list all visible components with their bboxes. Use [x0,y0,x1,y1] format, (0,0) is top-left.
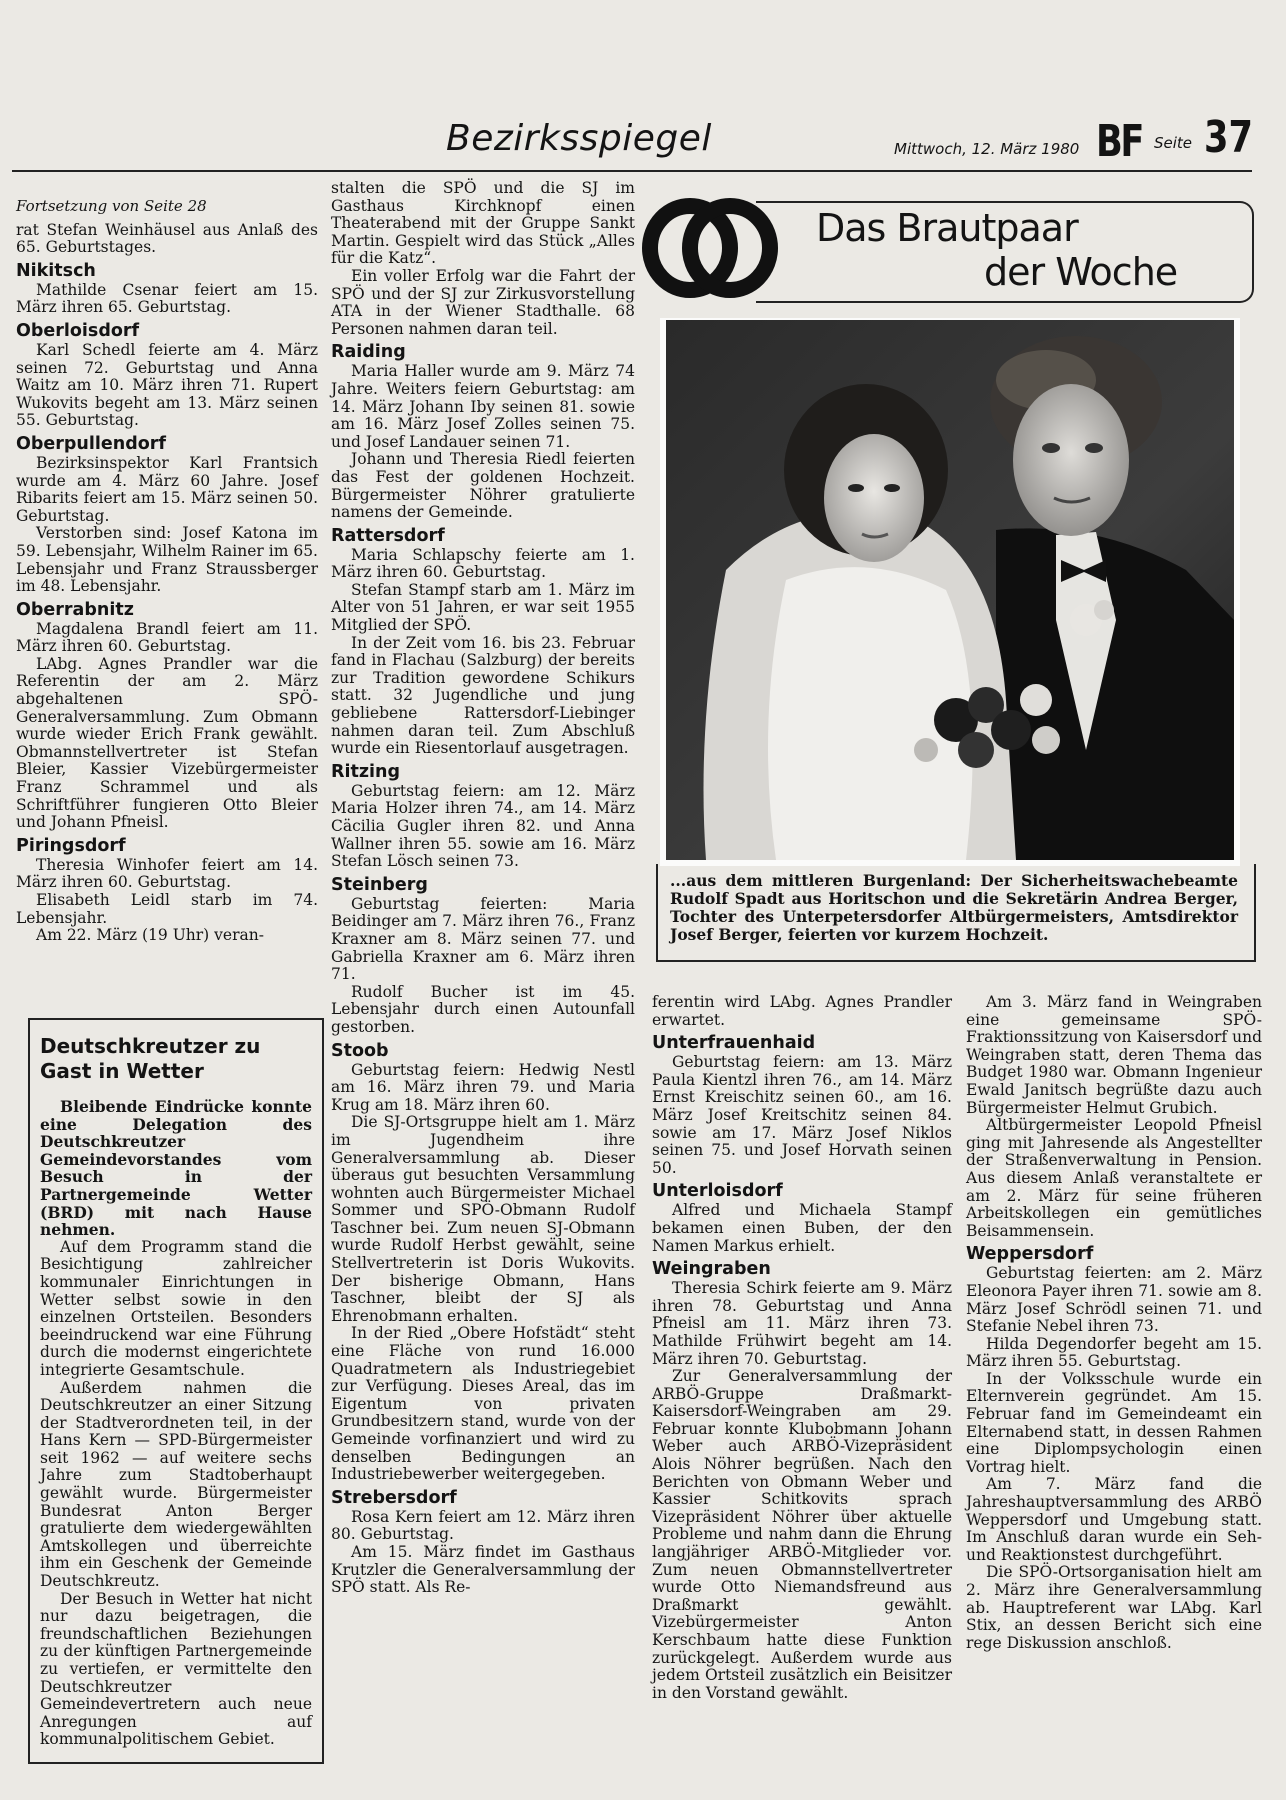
paragraph: Johann und Theresia Riedl feierten das Fest der goldenen Hochzeit. Bürgermeister Nöhrer gratulierte namens der Gemeinde. [331,450,635,522]
paragraph: In der Ried „Obere Hofstädt“ steht eine Fläche von rund 16.000 Quadratmetern als Industriegebiet zur Verfügung. Dieses Areal, das im Eigentum von privaten Grundbesitzern stand, wurde von der Gemeinde vorfinanziert und wird zu denselben Bedingungen an Industriebewerber weitergegeben. [331,1324,635,1484]
paragraph: Altbürgermeister Leopold Pfneisl ging mit Jahresende als Angestellter der Straßenverwaltung in Pension. Aus diesem Anlaß veranstaltete er am 2. März für seine früheren Arbeitskollegen ein gemütliches Beisammensein. [966,1116,1262,1240]
feature-title-line1: Das Brautpaar [816,206,1078,250]
paragraph: Rudolf Bucher ist im 45. Lebensjahr durch einen Autounfall gestorben. [331,982,635,1036]
column-a [16,198,318,945]
paragraph: Rosa Kern feiert am 12. März ihren 80. Geburtstag. [331,1507,635,1544]
header-rule [12,170,1252,172]
section-title: Bezirksspiegel [446,118,712,159]
paragraph: Alfred und Michaela Stampf bekamen einen Buben, der den Namen Markus erhielt. [652,1201,952,1255]
box-lead: Bleibende Eindrücke konnte eine Delegation des Deutschkreutzer Gemeindevorstandes vom Besuch in der Partnergemeinde Wetter (BRD) mit nach Hause nehmen. [40,1097,312,1240]
wedding-couple-photo [666,320,1234,860]
page-number: 37 [1204,112,1253,163]
paragraph: Geburtstag feiern: Hedwig Nestl am 16. März ihren 79. und Maria Krug am 18. März ihren 60. [331,1060,635,1114]
paragraph: Geburtstag feiern: am 13. März Paula Kientzl ihren 76., am 14. März Ernst Kreischitz seinen 60., am 16. März Josef Kreitschitz seinen 84. sowie am 17. März Josef Niklos seinen 75. und Josef Horvath seinen 50. [652,1053,952,1177]
paragraph: Magdalena Brandl feiert am 11. März ihren 60. Geburtstag. [16,619,318,656]
paragraph: LAbg. Agnes Prandler war die Referentin der am 2. März abgehaltenen SPÖ-Generalversammlung. Zum Obmann wurde wieder Erich Frank gewählt. Obmannstellvertreter ist Stefan Bleier, Kassier Vizebürgermeister Franz Schrammel und als Schriftführer fungieren Otto Bleier und Johann Pfneisl. [16,654,318,832]
paragraph: Elisabeth Leidl starb im 74. Lebensjahr. [16,891,318,927]
box-headline: Deutschkreutzer zu Gast in Wetter [40,1034,261,1083]
paragraph: ferentin wird LAbg. Agnes Prandler erwartet. [652,993,952,1029]
paragraph: Maria Schlapschy feierte am 1. März ihren 60. Geburtstag. [331,545,635,582]
wedding-rings-icon [640,196,784,300]
column-c [652,994,952,1702]
paragraph: Zur Generalversammlung der ARBÖ-Gruppe Draßmarkt-Kaisersdorf-Weingraben am 29. Februar konnte Klubobmann Johann Weber auch ARBÖ-Vizepräsident Alois Nöhrer begrüßen. Nach den Berichten von Obmann Weber und Kassier Schitkovits sprach Vizepräsident Nöhrer über aktuelle Probleme und nahm dann die Ehrung langjähriger ARBÖ-Mitglieder vor. Zum neuen Obmannstellvertreter wurde Otto Niemandsfreund aus Draßmarkt gewählt. Vizebürgermeister Anton Kerschbaum hatte diese Funktion zurückgelegt. Außerdem wurde aus jedem Ortsteil zusätzlich ein Beisitzer in den Vorstand gewählt. [652,1367,952,1702]
paragraph: Theresia Winhofer feiert am 14. März ihren 60. Geburtstag. [16,855,318,892]
paragraph: Karl Schedl feierte am 4. März seinen 72. Geburtstag und Anna Waitz am 10. März ihren 71. Rupert Wukovits begeht am 13. März seinen 55. Geburtstag. [16,340,318,430]
heading-weingraben: Weingraben [652,1259,771,1280]
continuation-note: Fortsetzung von Seite 28 [16,197,207,215]
page-label: Seite [1154,134,1193,152]
heading-raiding: Raiding [331,342,406,363]
newspaper-logo: BF [1096,116,1143,167]
paragraph: Am 15. März findet im Gasthaus Krutzler die Generalversammlung der SPÖ statt. Als Re- [331,1542,635,1597]
paragraph: Die SPÖ-Ortsorganisation hielt am 2. März ihre Generalversammlung ab. Hauptreferent war LAbg. Karl Stix, an dessen Bericht sich eine rege Diskussion anschloß. [966,1563,1262,1652]
paragraph: Auf dem Programm stand die Besichtigung zahlreicher kommunaler Einrichtungen in Wetter selbst sowie in den einzelnen Ortsteilen. Besonders beeindruckend war eine Führung durch die modernst eingerichtete integrierte Gesamtschule. [40,1237,312,1379]
paragraph: Geburtstag feierten: am 2. März Eleonora Payer ihren 71. sowie am 8. März Josef Schrödl seinen 71. und Stefanie Nebel ihren 73. [966,1264,1262,1336]
heading-ritzing: Ritzing [331,761,401,782]
paragraph: Mathilde Csenar feiert am 15. März ihren 65. Geburtstag. [16,280,318,317]
paragraph: Hilda Degendorfer begeht am 15. März ihren 55. Geburtstag. [966,1334,1262,1371]
heading-unterloisdorf: Unterloisdorf [652,1181,783,1202]
heading-piringsdorf: Piringsdorf [16,835,126,856]
paragraph: Geburtstag feierten: Maria Beidinger am 7. März ihren 76., Franz Kraxner am 8. März seinen 77. und Gabriella Kraxner am 6. März ihren 71. [331,894,635,984]
column-d [966,994,1262,1652]
heading-nikitsch: Nikitsch [16,260,96,281]
heading-weppersdorf: Weppersdorf [966,1244,1094,1265]
photo-caption: ...aus dem mittleren Burgenland: Der Sicherheitswachebeamte Rudolf Spadt aus Horitschon und die Sekretärin Andrea Berger, Tochter des Unterpetersdorfer Altbürgermeisters, Amtsdirektor Josef Berger, feierten vor kurzem Hochzeit. [670,871,1238,944]
heading-rattersdorf: Rattersdorf [331,525,445,546]
article-box-deutschkreutz [28,1018,324,1764]
paragraph: rat Stefan Weinhäusel aus Anlaß des 65. Geburtstages. [16,220,318,257]
paragraph: Theresia Schirk feierte am 9. März ihren 78. Geburtstag und Anna Pfneisl am 11. März ihren 73. Mathilde Frühwirt begeht am 14. März ihren 70. Geburtstag. [652,1279,952,1368]
heading-strebersdorf: Strebersdorf [331,1487,457,1508]
paragraph: Bezirksinspektor Karl Frantsich wurde am 4. März 60 Jahre. Josef Ribarits feiert am 15. März seinen 50. Geburtstag. [16,453,318,525]
paragraph: Außerdem nahmen die Deutschkreutzer an einer Sitzung der Stadtverordneten teil, in der Hans Kern — SPD-Bürgermeister seit 1962 — auf weitere sechs Jahre zum Stadtoberhaupt gewählt wurde. Bürgermeister Bundesrat Anton Berger gratulierte dem wiedergewählten Amtskollegen und überreichte ihm ein Geschenk der Gemeinde Deutschkreutz. [40,1378,312,1591]
issue-date: Mittwoch, 12. März 1980 [894,140,1080,158]
paragraph: stalten die SPÖ und die SJ im Gasthaus Kirchknopf einen Theaterabend mit der Gruppe Sankt Martin. Gespielt wird das Stück „Alles für die Katz“. [331,179,635,268]
paragraph: In der Volksschule wurde ein Elternverein gegründet. Am 15. Februar fand im Gemeindeamt ein Elternabend statt, in dessen Rahmen eine Diplompsychologin einen Vortrag hielt. [966,1369,1262,1476]
heading-unterfrauenhaid: Unterfrauenhaid [652,1033,816,1054]
heading-oberpullendorf: Oberpullendorf [16,433,167,454]
paragraph: Ein voller Erfolg war die Fahrt der SPÖ und der SJ zur Zirkusvorstellung ATA in der Wiener Stadthalle. 68 Personen nahmen daran teil. [331,266,635,338]
paragraph: Am 3. März fand in Weingraben eine gemeinsame SPÖ-Fraktionssitzung von Kaisersdorf und Weingraben statt, deren Thema das Budget 1980 war. Obmann Ingenieur Ewald Janitsch begrüßte dazu auch Bürgermeister Helmut Grubich. [966,993,1262,1117]
heading-oberloisdorf: Oberloisdorf [16,320,140,341]
column-b [331,180,635,1597]
paragraph: Der Besuch in Wetter hat nicht nur dazu beigetragen, die freundschaftlichen Beziehungen zu der künftigen Partnergemeinde zu vertiefen, er vermittelte den Deutschkreutzer Gemeindevertretern auch neue Anregungen auf kommunalpolitischem Gebiet. [40,1589,312,1749]
heading-oberrabnitz: Oberrabnitz [16,599,134,620]
feature-title-line2: der Woche [984,250,1178,294]
heading-steinberg: Steinberg [331,874,428,895]
paragraph: In der Zeit vom 16. bis 23. Februar fand in Flachau (Salzburg) der bereits zur Tradition gewordene Schikurs statt. 32 Jugendliche und jung gebliebene Rattersdorf-Liebinger nahmen daran teil. Zum Abschluß wurde ein Riesentorlauf ausgetragen. [331,633,635,758]
heading-stoob: Stoob [331,1040,389,1061]
paragraph: Maria Haller wurde am 9. März 74 Jahre. Weiters feiern Geburtstag: am 14. März Johann Iby seinen 81. sowie am 16. März Josef Zolles seinen 75. und Josef Landauer seinen 71. [331,362,635,451]
paragraph: Geburtstag feiern: am 12. März Maria Holzer ihren 74., am 14. März Cäcilia Gugler ihren 82. und Anna Wallner ihren 55. sowie am 16. März Stefan Lösch seinen 73. [331,781,635,871]
paragraph: Am 7. März fand die Jahreshauptversammlung des ARBÖ Weppersdorf und Umgebung statt. Im Anschluß daran wurde ein Seh- und Reaktionstest durchgeführt. [966,1475,1262,1564]
paragraph: Verstorben sind: Josef Katona im 59. Lebensjahr, Wilhelm Rainer im 65. Lebensjahr und Franz Straussberger im 48. Lebensjahr. [16,524,318,596]
paragraph: Die SJ-Ortsgruppe hielt am 1. März im Jugendheim ihre Generalversammlung ab. Dieser überaus gut besuchten Versammlung wohnten auch Bürgermeister Michael Sommer und SPÖ-Obmann Rudolf Taschner bei. Zum neuen SJ-Obmann wurde Rudolf Herbst gewählt, seine Stellvertreterin ist Doris Wukovits. Der bisherige Obmann, Hans Taschner, bleibt der SJ als Ehrenobmann erhalten. [331,1113,635,1325]
paragraph: Stefan Stampf starb am 1. März im Alter von 51 Jahren, er war seit 1955 Mitglied der SPÖ. [331,580,635,635]
paragraph: Am 22. März (19 Uhr) veran- [36,926,264,945]
